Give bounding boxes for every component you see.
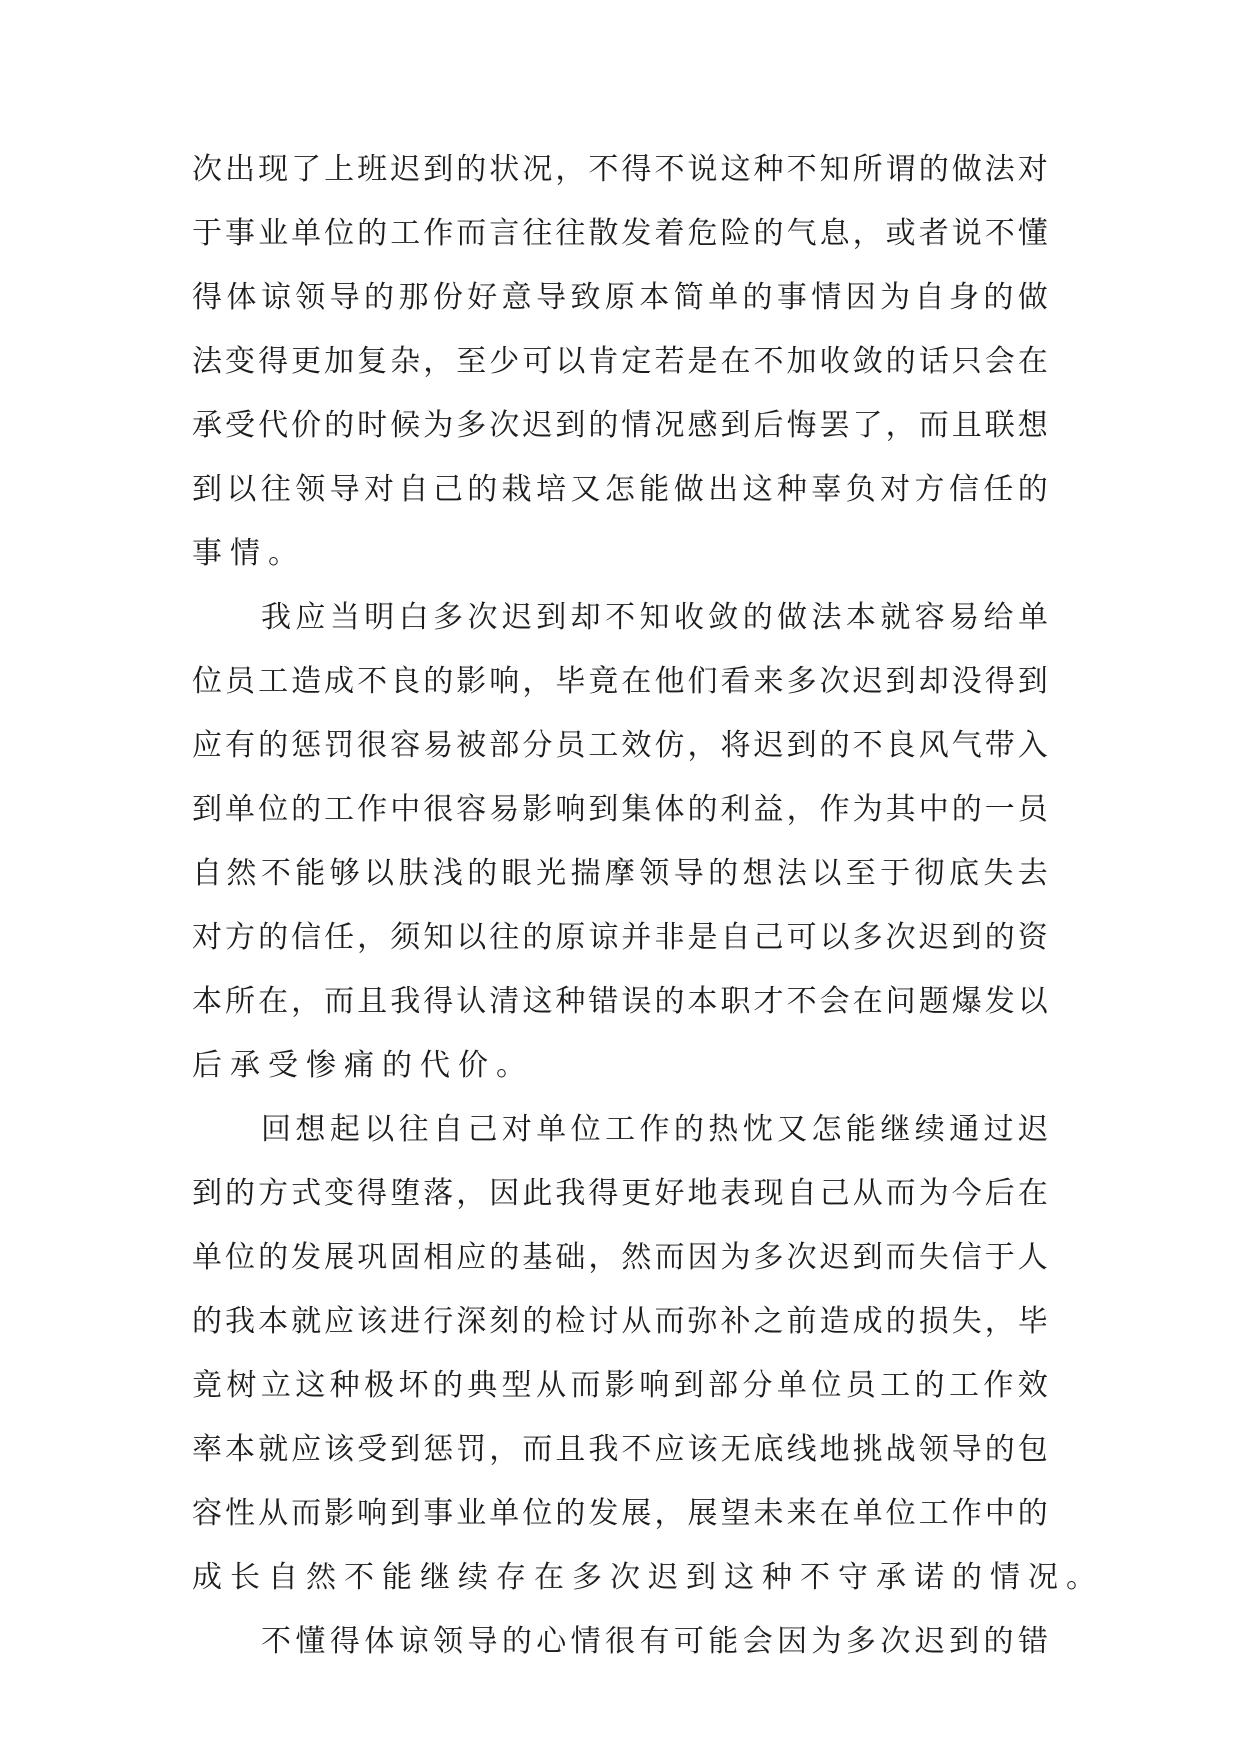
body-text-line: 应 有 的 惩 罚 很 容 易 被 部 分 员 工 效 仿 ， 将 迟 到 的 不 良 风 气 带 入	[192, 728, 1048, 763]
body-text-line: 自 然 不 能 够 以 肤 浅 的 眼 光 揣 摩 领 导 的 想 法 以 至 于 彻 底 失 去	[192, 856, 1048, 891]
body-text-line: 对 方 的 信 任 ， 须 知 以 往 的 原 谅 并 非 是 自 己 可 以 多 次 迟 到 的 资	[192, 920, 1048, 955]
body-text-line: 位 员 工 造 成 不 良 的 影 响 ， 毕 竟 在 他 们 看 来 多 次 迟 到 却 没 得 到	[192, 664, 1048, 699]
body-text-line: 率 本 就 应 该 受 到 惩 罚 ， 而 且 我 不 应 该 无 底 线 地 挑 战 领 导 的 包	[192, 1432, 1048, 1467]
body-text-line: 后承受惨痛的代价。	[192, 1048, 534, 1083]
body-text-line: 到 以 往 领 导 对 自 己 的 栽 培 又 怎 能 做 出 这 种 辜 负 对 方 信 任 的	[192, 472, 1048, 507]
body-text-line: 到 的 方 式 变 得 堕 落 ， 因 此 我 得 更 好 地 表 现 自 己 从 而 为 今 后 在	[192, 1176, 1048, 1211]
body-text-line: 成长自然不能继续存在多次迟到这种不守承诺的情况。	[192, 1560, 1104, 1595]
body-text-line: 事情。	[192, 536, 306, 571]
body-text-line: 回 想 起 以 往 自 己 对 单 位 工 作 的 热 忱 又 怎 能 继 续 通 过 迟	[261, 1112, 1048, 1147]
body-text-line: 次 出 现 了 上 班 迟 到 的 状 况 ， 不 得 不 说 这 种 不 知 所 谓 的 做 法 对	[192, 152, 1048, 187]
body-text-line: 单 位 的 发 展 巩 固 相 应 的 基 础 ， 然 而 因 为 多 次 迟 到 而 失 信 于 人	[192, 1240, 1048, 1275]
body-text-line: 本 所 在 ， 而 且 我 得 认 清 这 种 错 误 的 本 职 才 不 会 在 问 题 爆 发 以	[192, 984, 1048, 1019]
body-text-line: 容 性 从 而 影 响 到 事 业 单 位 的 发 展 ， 展 望 未 来 在 单 位 工 作 中 的	[192, 1496, 1048, 1531]
body-text-line: 我 应 当 明 白 多 次 迟 到 却 不 知 收 敛 的 做 法 本 就 容 易 给 单	[261, 600, 1048, 635]
body-text-line: 于 事 业 单 位 的 工 作 而 言 往 往 散 发 着 危 险 的 气 息 ， 或 者 说 不 懂	[192, 216, 1048, 251]
body-text-line: 到 单 位 的 工 作 中 很 容 易 影 响 到 集 体 的 利 益 ， 作 为 其 中 的 一 员	[192, 792, 1048, 827]
body-text-line: 法 变 得 更 加 复 杂 ， 至 少 可 以 肯 定 若 是 在 不 加 收 敛 的 话 只 会 在	[192, 344, 1048, 379]
body-text-line: 不 懂 得 体 谅 领 导 的 心 情 很 有 可 能 会 因 为 多 次 迟 到 的 错	[261, 1624, 1048, 1659]
body-text-line: 的 我 本 就 应 该 进 行 深 刻 的 检 讨 从 而 弥 补 之 前 造 成 的 损 失 ， 毕	[192, 1304, 1048, 1339]
body-text-line: 得 体 谅 领 导 的 那 份 好 意 导 致 原 本 简 单 的 事 情 因 为 自 身 的 做	[192, 280, 1048, 315]
body-text-line: 承 受 代 价 的 时 候 为 多 次 迟 到 的 情 况 感 到 后 悔 罢 了 ， 而 且 联 想	[192, 408, 1048, 443]
body-text-line: 竟 树 立 这 种 极 坏 的 典 型 从 而 影 响 到 部 分 单 位 员 工 的 工 作 效	[192, 1368, 1048, 1403]
